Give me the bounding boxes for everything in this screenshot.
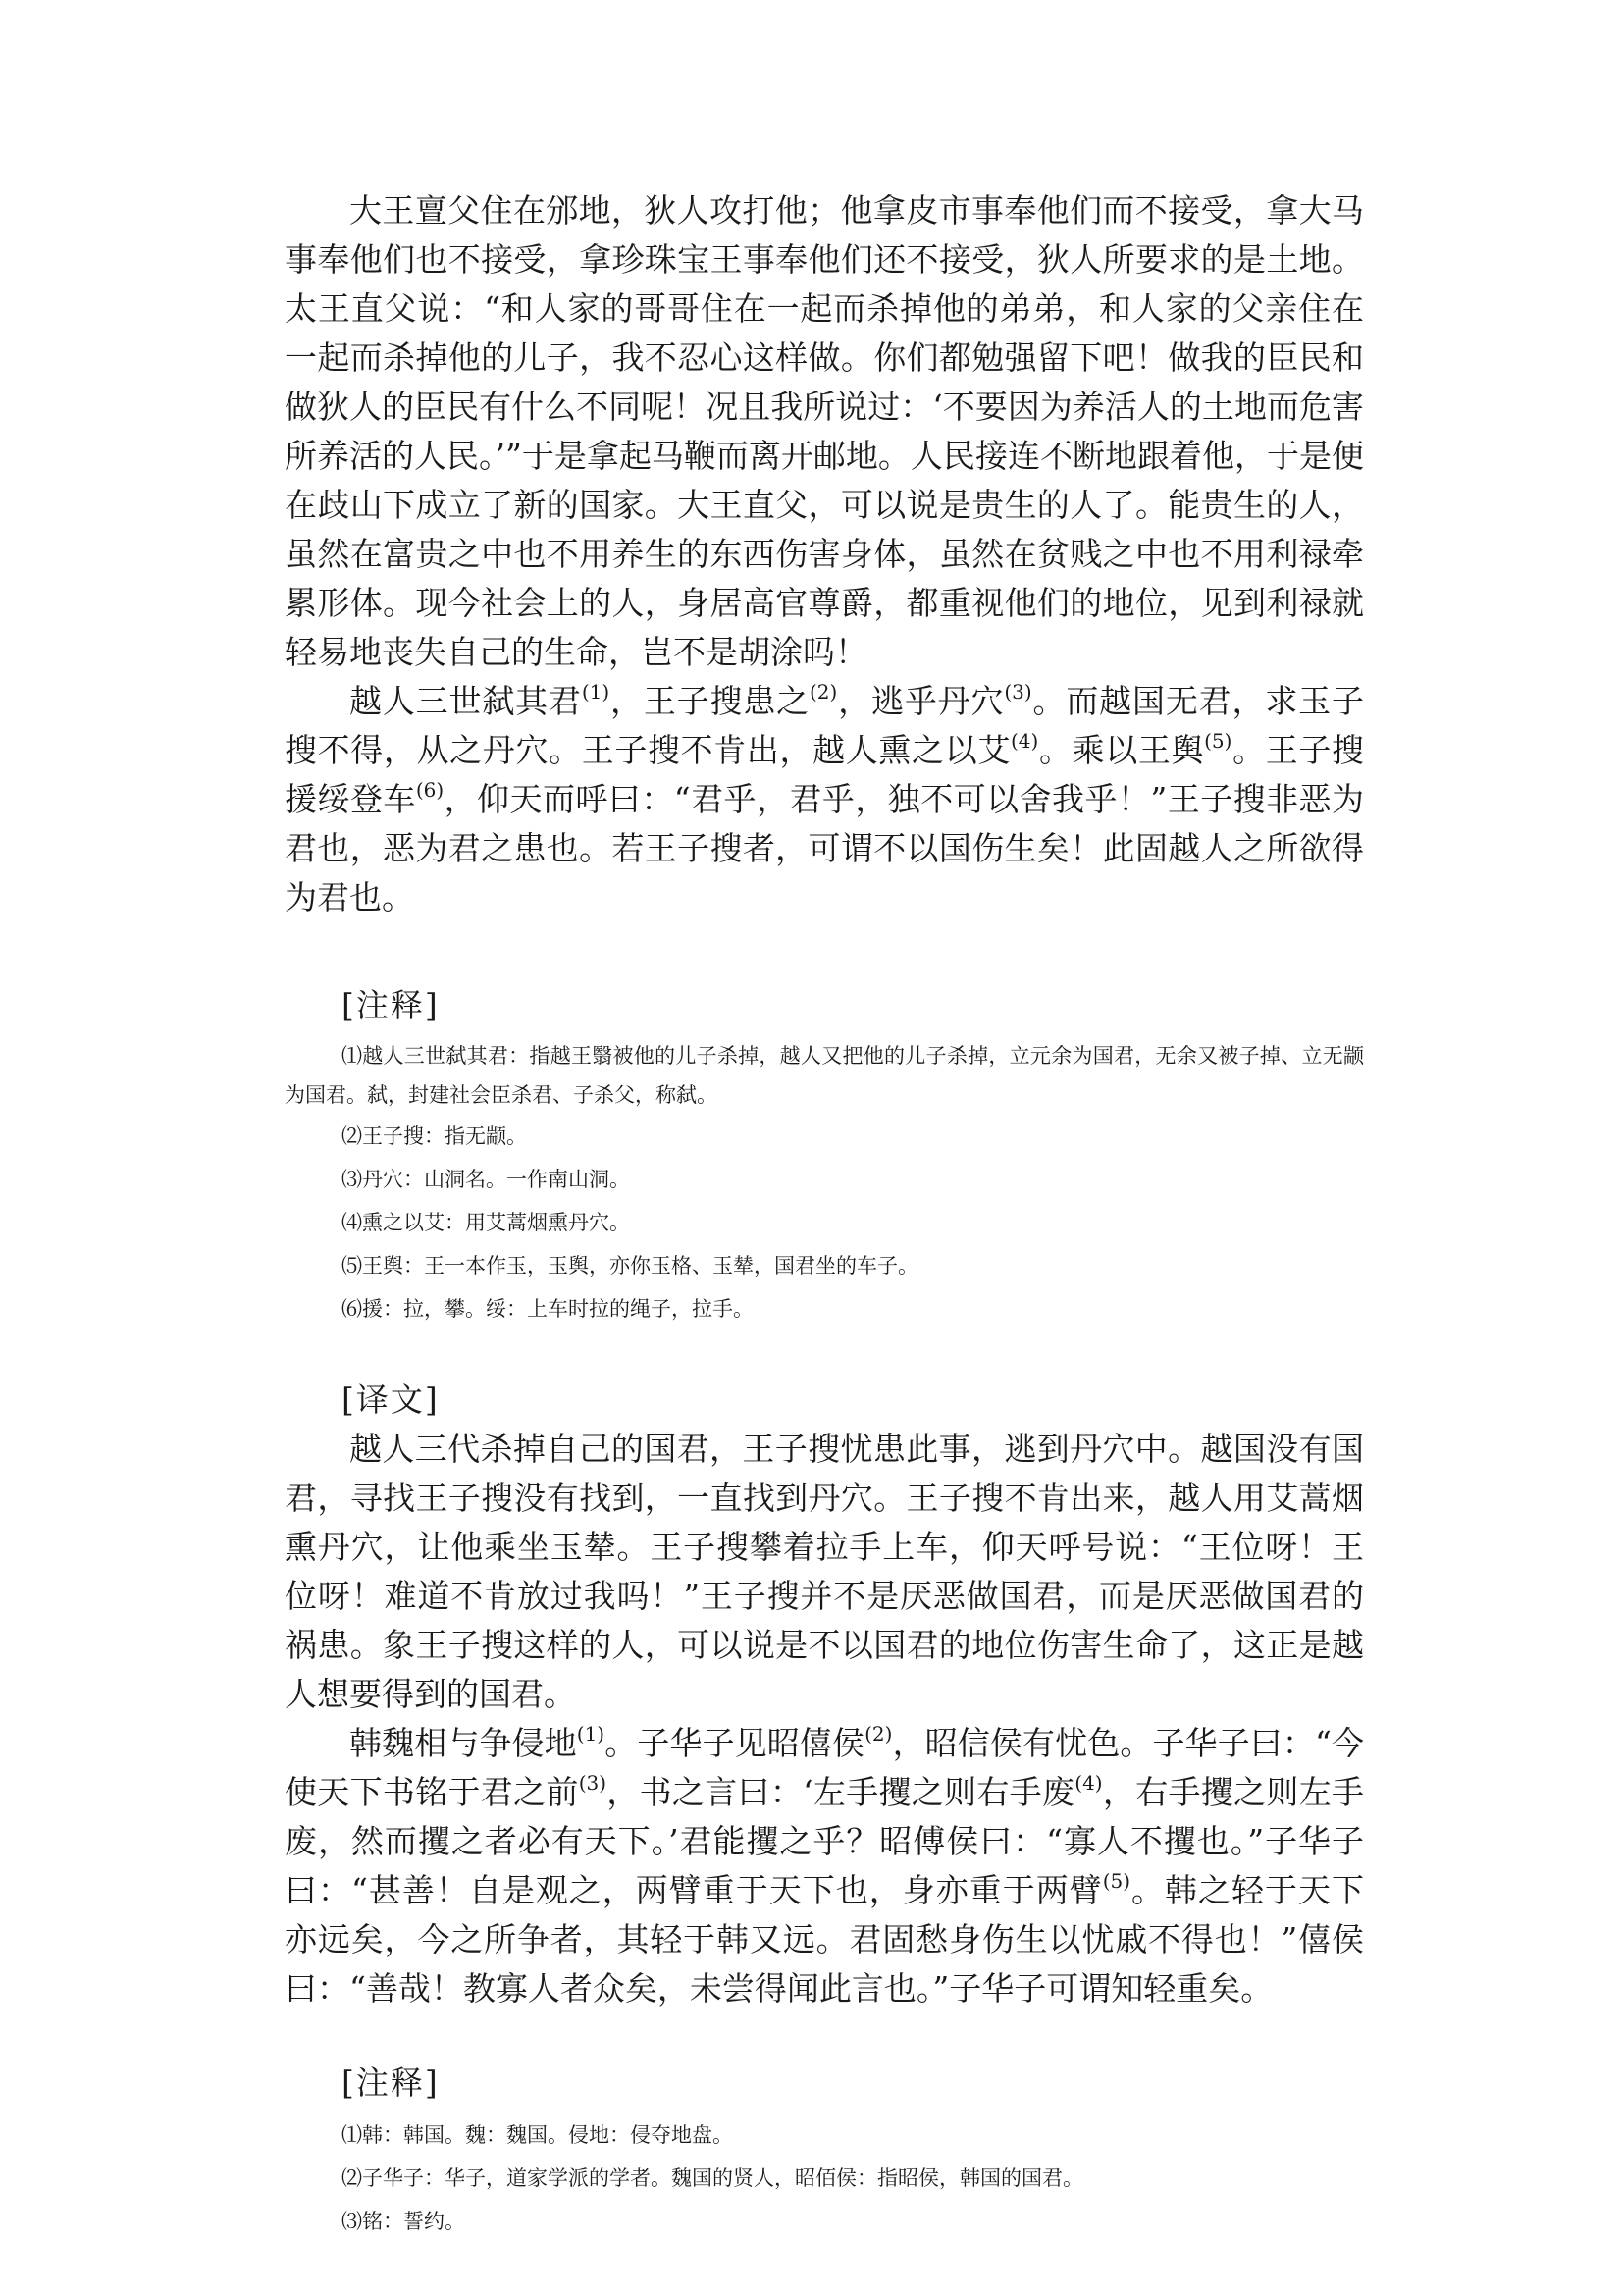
note-item: ⑶丹穴：山洞名。一作南山洞。 [341, 1168, 630, 1191]
note-item: ⑷熏之以艾：用艾蒿烟熏丹穴。 [341, 1211, 630, 1234]
text-span: 。乘以王舆 [1038, 731, 1205, 769]
text-span: ，书之言曰：‘左手攫之则右手废 [606, 1773, 1075, 1811]
note-item: ⑵子华子：华子，道家学派的学者。魏国的贤人，昭佰侯：指昭侯，韩国的国君。 [341, 2166, 1083, 2190]
notes-list-2 [285, 2113, 1364, 2243]
text-span: ，右手攫之则左手废，然而攫之者必有天下。’君能攫之乎？昭傅侯曰：“寡人不攫也。”子华子曰：“甚善！自是观之，两臂重于天下也，身亦重于两臂 [285, 1773, 1365, 1909]
paragraph-danfu: 大王亶父住在邠地，狄人攻打他；他拿皮市事奉他们而不接受，拿大马事奉他们也不接受，拿珍珠宝王事奉他们还不接受，狄人所要求的是土地。太王直父说：“和人家的哥哥住在一起而杀掉他的弟弟，和人家的父亲住在一起而杀掉他的儿子，我不忍心这样做。你们都勉强留下吧！做我的臣民和做狄人的臣民有什么不同呢！况且我所说过：‘不要因为养活人的土地而危害所养活的人民。’”于是拿起马鞭而离开邮地。人民接连不断地跟着他，于是便在歧山下成立了新的国家。大王直父，可以说是贵生的人了。能贵生的人，虽然在富贵之中也不用养生的东西伤害身体，虽然在贫贱之中也不用利禄牵累形体。现今社会上的人，身居高官尊爵，都重视他们的地位，见到利禄就轻易地丧失自己的生命，岂不是胡涂吗！ [285, 191, 1364, 671]
note-item: ⑴越人三世弑其君：指越王翳被他的儿子杀掉，越人又把他的儿子杀掉，立元余为国君，无余又被子掉、立无颛为国君。弑，封建社会臣杀君、子杀父，称弑。 [285, 1044, 1364, 1107]
text-span: 。韩之轻于天下亦远矣，今之所争者，其轻于韩又远。君固愁身伤生以忧戚不得也！”僖侯曰：“善哉！教寡人者众矣，未尝得闻此言也。”子华子可谓知轻重矣。 [285, 1871, 1364, 2007]
paragraph-hanwei [285, 1719, 1364, 2013]
footnote-ref: (2) [810, 680, 838, 704]
footnote-ref: (1) [581, 680, 610, 704]
text-span: 越人三世弑其君 [349, 682, 582, 720]
document-page [285, 186, 1364, 2243]
note-item: ⑴韩：韩国。魏：魏国。侵地：侵夺地盘。 [341, 2123, 733, 2147]
note-item: ⑹援：拉，攀。绥：上车时拉的绳子，拉手。 [341, 1297, 754, 1321]
translation-heading: [译文] [341, 1381, 440, 1419]
paragraph-wangzisou [285, 677, 1364, 922]
footnote-ref: (3) [578, 1771, 607, 1795]
footnote-ref: (2) [864, 1722, 893, 1746]
text-span: 。子华子见昭僖侯 [604, 1724, 865, 1762]
text-span: 韩魏相与争侵地 [349, 1724, 577, 1762]
note-item: ⑶铭：誓约。 [341, 2210, 465, 2233]
text-span: 。而越国无君，求玉子搜不得，从之丹穴。王子搜不肯出，越人熏之以艾 [285, 682, 1365, 769]
translation-section [285, 1425, 1364, 2013]
footnote-ref: (4) [1010, 729, 1039, 753]
notes-list-1 [285, 1036, 1364, 1330]
text-span: ，仰天而呼曰：“君乎，君乎，独不可以舍我乎！”王子搜非恶为君也，恶为君之患也。若王子搜者，可谓不以国伤生矣！此固越人之所欲得为君也。 [285, 780, 1364, 916]
footnote-ref: (5) [1204, 729, 1232, 753]
text-span: ，王子搜患之 [609, 682, 810, 720]
text-span: ，逃乎丹穴 [837, 682, 1005, 720]
notes-heading: [注释] [341, 986, 440, 1024]
note-item: ⑸王舆：王一本作玉，玉舆，亦你玉格、玉辇，国君坐的车子。 [341, 1254, 918, 1277]
section-1 [285, 186, 1364, 922]
text-span: ，昭信侯有忧色。子华子曰：“今使天下书铭于君之前 [285, 1724, 1365, 1811]
note-item: ⑵王子搜：指无颛。 [341, 1124, 527, 1148]
footnote-ref: (4) [1074, 1771, 1103, 1795]
text-span: 。王子搜援绥登车 [285, 731, 1365, 818]
footnote-ref: (5) [1102, 1869, 1131, 1893]
footnote-ref: (1) [576, 1722, 605, 1746]
notes-heading: [注释] [341, 2063, 440, 2102]
footnote-ref: (6) [415, 778, 445, 802]
footnote-ref: (3) [1004, 680, 1032, 704]
paragraph-translation: 越人三代杀掉自己的国君，王子搜忧患此事，逃到丹穴中。越国没有国君，寻找王子搜没有找到，一直找到丹穴。王子搜不肯出来，越人用艾蒿烟熏丹穴，让他乘坐玉辇。王子搜攀着拉手上车，仰天呼号说：“王位呀！王位呀！难道不肯放过我吗！”王子搜并不是厌恶做国君，而是厌恶做国君的祸患。象王子搜这样的人，可以说是不以国君的地位伤害生命了，这正是越人想要得到的国君。 [285, 1430, 1364, 1713]
